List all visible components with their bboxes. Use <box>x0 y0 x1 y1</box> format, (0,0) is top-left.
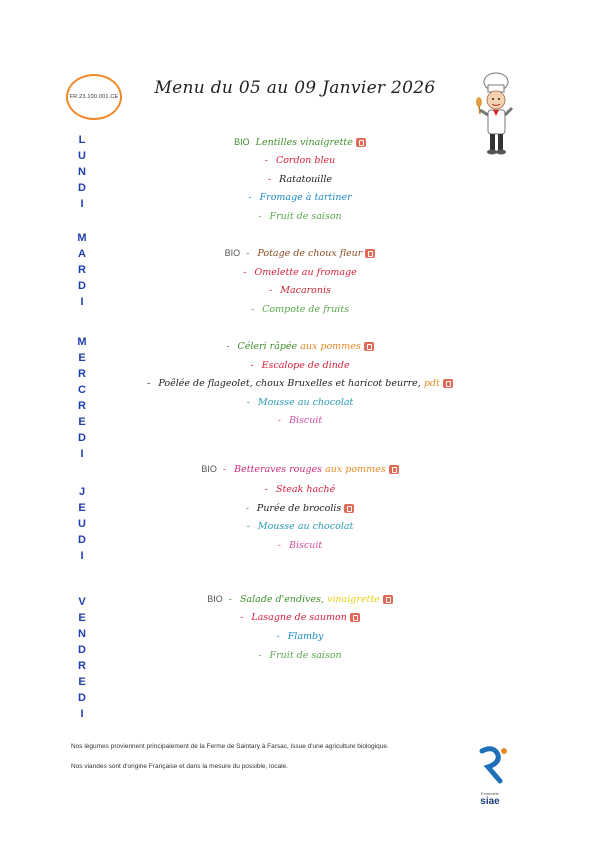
siae-logo-mark <box>470 745 520 787</box>
friday-starter: BIO - Salade d'endives, vinaigrette <box>150 594 450 605</box>
thursday-starter: BIO - Betteraves rouges aux pommes <box>150 464 450 475</box>
chef-illustration <box>470 70 520 162</box>
tuesday-dessert: - Compote de fruits <box>250 304 350 315</box>
logo-name: siae <box>480 796 500 807</box>
thursday-dessert: - Mousse au chocolat <box>246 521 354 532</box>
friday-fruit: - Fruit de saison <box>258 650 342 661</box>
wednesday-side: - Poêlée de flageolet, choux Bruxelles et haricot beurre, pdt <box>130 378 470 389</box>
page-title: Menu du 05 au 09 Janvier 2026 <box>154 78 436 98</box>
day-mardi: M A R D I <box>77 232 87 308</box>
stamp-text: FR.23.100.001.CE <box>69 94 119 100</box>
monday-dessert: - Fruit de saison <box>258 211 342 222</box>
homemade-icon <box>350 613 360 622</box>
homemade-icon <box>356 138 366 147</box>
siae-logo <box>470 745 520 805</box>
logo-caption: Ensemble <box>481 791 499 796</box>
wednesday-extra: - Biscuit <box>277 415 323 426</box>
homemade-icon <box>344 504 354 513</box>
monday-main: - Cordon bleu <box>264 155 336 166</box>
wednesday-starter: - Céleri râpée aux pommes <box>150 341 450 352</box>
certification-stamp <box>66 74 122 120</box>
homemade-icon <box>389 465 399 474</box>
day-lundi: L U N D I <box>78 134 86 210</box>
footer-note-vegetables: Nos légumes proviennent principalement de la Ferme de Saintary à Farsac, issue d'une agriculture biologique. <box>71 743 389 750</box>
monday-cheese: - Fromage à tartiner <box>248 192 352 203</box>
thursday-side: - Purée de brocolis <box>150 503 450 514</box>
thursday-main: - Steak haché <box>264 484 336 495</box>
homemade-icon <box>383 595 393 604</box>
homemade-icon <box>364 342 374 351</box>
homemade-icon <box>443 379 453 388</box>
tuesday-main: - Omelette au fromage <box>243 267 357 278</box>
thursday-extra: - Biscuit <box>277 540 323 551</box>
footer-note-meat: Nos viandes sont d'origine Française et dans la mesure du possible, locale. <box>71 763 288 770</box>
friday-dessert: - Flamby <box>276 631 324 642</box>
tuesday-side: - Macaronis <box>269 285 331 296</box>
friday-main: - Lasagne de saumon <box>150 612 450 623</box>
monday-starter: BIO Lentilles vinaigrette <box>150 137 450 148</box>
day-vendredi: V E N D R E D I <box>78 596 86 720</box>
wednesday-main: - Escalope de dinde <box>250 360 350 371</box>
monday-side: - Ratatouille <box>267 174 333 185</box>
wednesday-dessert: - Mousse au chocolat <box>246 397 354 408</box>
tuesday-starter: BIO - Potage de choux fleur <box>150 248 450 259</box>
day-mercredi: M E R C R E D I <box>77 336 87 460</box>
homemade-icon <box>365 249 375 258</box>
day-jeudi: J E U D I <box>78 486 86 562</box>
